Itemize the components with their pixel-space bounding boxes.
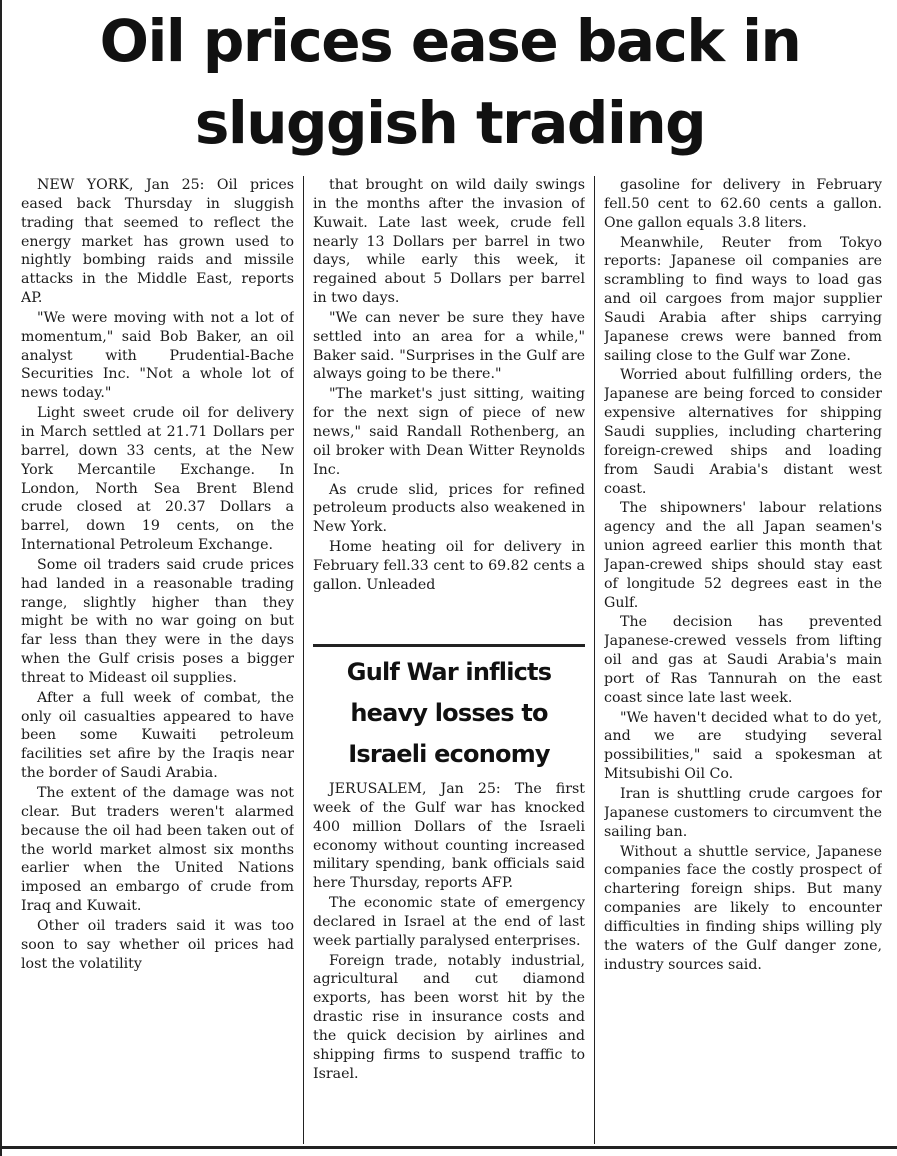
- story1-paragraph: Without a shuttle service, Japanese companies face the costly prospect of chartering foreign ships. But many companies are likely to encounter difficulties in finding ships willing ply the waters of the Gulf danger zone, industry sources said.: [604, 843, 882, 973]
- story1-paragraph: Some oil traders said crude prices had landed in a reasonable trading range, slightly higher than they might be with no war going on but far less than they were in the days when the Gulf crisis poses a bigger threat to Mideast oil supplies.: [21, 556, 294, 686]
- story1-paragraph: Iran is shuttling crude cargoes for Japanese customers to circumvent the sailing ban.: [604, 786, 882, 840]
- column-rule-2: [594, 176, 595, 1144]
- story1-paragraph: The shipowners' labour relations agency and the all Japan seamen's union agreed earlier this month that Japan-crewed ships should stay east of longitude 52 degrees east in the Gulf.: [604, 500, 882, 611]
- story1-paragraph: "We were moving with not a lot of momentum," said Bob Baker, an oil analyst with Prudential-Bache Securities Inc. "Not a whole lot of news today.": [21, 309, 294, 402]
- story1-column-3: [604, 176, 882, 1144]
- story1-paragraph: gasoline for delivery in February fell.50 cent to 62.60 cents a gallon. One gallon equals 3.8 liters.: [604, 177, 882, 231]
- left-border-rule: [0, 0, 2, 1156]
- story1-paragraph: After a full week of combat, the only oil casualties appeared to have been some Kuwaiti petroleum facilities set afire by the Iraqis near the border of Saudi Arabia.: [21, 689, 294, 782]
- story2-paragraph: JERUSALEM, Jan 25: The first week of the Gulf war has knocked 400 million Dollars of the Israeli economy without counting increased military spending, bank officials said here Thursday, reports AFP.: [313, 781, 585, 892]
- story2-body: [313, 780, 585, 1144]
- story1-paragraph: As crude slid, prices for refined petroleum products also weakened in New York.: [313, 481, 585, 536]
- story2-paragraph: Foreign trade, notably industrial, agricultural and cut diamond exports, has been worst hit by the drastic rise in insurance costs and the quick decision by airlines and shipping firms to suspend traffic to Israel.: [313, 952, 585, 1082]
- story1-paragraph: Home heating oil for delivery in February fell.33 cent to 69.82 cents a gallon. Unleaded: [313, 539, 585, 593]
- story2-top-rule: [313, 644, 585, 647]
- story1-paragraph: Worried about fulfilling orders, the Japanese are being forced to consider expensive alternatives for shipping Saudi supplies, including chartering foreign-crewed ships and loading from Saudi Arabia's distant west coast.: [604, 367, 882, 497]
- story1-paragraph: that brought on wild daily swings in the months after the invasion of Kuwait. Late last week, crude fell nearly 13 Dollars per barrel in two days, while early this week, it regained about 5 Dollars per barrel in two days.: [313, 177, 585, 307]
- story1-paragraph: The extent of the damage was not clear. But traders weren't alarmed because the oil had been taken out of the world market almost six months earlier when the United Nations imposed an embargo of crude from Iraq and Kuwait.: [21, 785, 294, 915]
- story1-paragraph: NEW YORK, Jan 25: Oil prices eased back Thursday in sluggish trading that seemed to reflect the energy market has grown used to nightly bombing raids and missile attacks in the Middle East, reports AP.: [21, 177, 294, 307]
- bottom-border-rule: [0, 1146, 897, 1149]
- story1-paragraph: The decision has prevented Japanese-crewed vessels from lifting oil and gas at Saudi Arabia's main port of Ras Tannurah on the east coast since late last week.: [604, 614, 882, 706]
- story2-headline: Gulf War inflicts heavy losses to Israeli economy: [346, 658, 552, 768]
- story2-paragraph: The economic state of emergency declared in Israel at the end of last week partially paralysed enterprises.: [313, 895, 585, 949]
- story1-paragraph: "We can never be sure they have settled into an area for a while," Baker said. "Surprises in the Gulf are always going to be there.": [313, 309, 585, 383]
- story1-paragraph: "The market's just sitting, waiting for the next sign of piece of new news," said Randall Rothenberg, an oil broker with Dean Witter Reynolds Inc.: [313, 386, 585, 478]
- story1-paragraph: Light sweet crude oil for delivery in March settled at 21.71 Dollars per barrel, down 33 cents, at the New York Mercantile Exchange. In London, North Sea Brent Blend crude closed at 20.37 Dollars a barrel, down 19 cents, on the International Petroleum Exchange.: [21, 405, 294, 554]
- column-rule-1: [303, 176, 304, 1144]
- story1-column-1: [21, 176, 294, 1144]
- story1-column-2: [313, 176, 585, 642]
- story1-paragraph: Meanwhile, Reuter from Tokyo reports: Japanese oil companies are scrambling to find ways to load gas and oil cargoes from major supplier Saudi Arabia after ships carrying Japanese crews were banned from sailing close to the Gulf war Zone.: [604, 234, 882, 364]
- story1-paragraph: Other oil traders said it was too soon to say whether oil prices had lost the volatility: [21, 917, 294, 972]
- main-headline: Oil prices ease back in sluggish trading: [99, 7, 801, 157]
- story1-paragraph: "We haven't decided what to do yet, and we are studying several possibilities," said a spokesman at Mitsubishi Oil Co.: [604, 709, 882, 783]
